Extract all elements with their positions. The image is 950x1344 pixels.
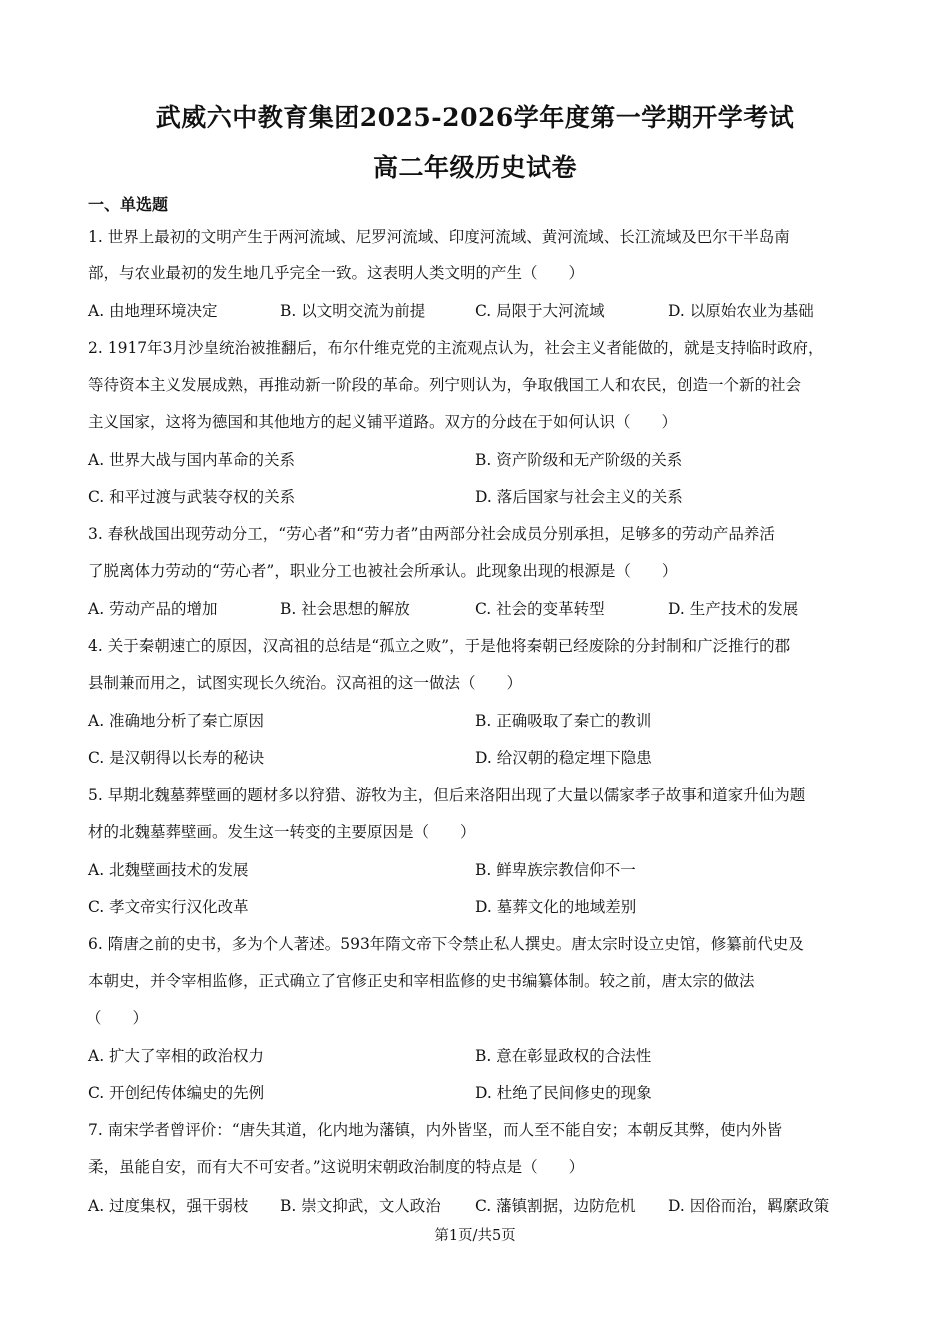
- q7-option-a: A. 过度集权，强干弱枝: [88, 1197, 249, 1215]
- q4-option-a: A. 准确地分析了秦亡原因: [88, 712, 265, 730]
- q1-option-b: B. 以文明交流为前提: [280, 302, 426, 320]
- question-7-line-1: 7. 南宋学者曾评价：“唐失其道，化内地为藩镇，内外皆坚，而人至不能自安；本朝反其弊，使内外皆: [88, 1121, 783, 1139]
- q3-option-b: B. 社会思想的解放: [280, 600, 410, 618]
- q6-option-a: A. 扩大了宰相的政治权力: [88, 1047, 265, 1065]
- question-1-line-1: 1. 世界上最初的文明产生于两河流域、尼罗河流域、印度河流域、黄河流域、长江流域及巴尔干半岛南: [88, 228, 790, 246]
- question-6-line-2: 本朝史，并令宰相监修，正式确立了官修正史和宰相监修的史书编纂体制。较之前，唐太宗的做法: [88, 972, 755, 990]
- q4-option-d: D. 给汉朝的稳定埋下隐患: [475, 749, 652, 767]
- q2-option-a: A. 世界大战与国内革命的关系: [88, 451, 296, 469]
- question-2-line-2: 等待资本主义发展成熟，再推动新一阶段的革命。列宁则认为，争取俄国工人和农民，创造一个新的社会: [88, 376, 802, 394]
- q3-option-a: A. 劳动产品的增加: [88, 600, 218, 618]
- q4-option-b: B. 正确吸取了秦亡的教训: [475, 712, 652, 730]
- q1-option-c: C. 局限于大河流域: [475, 302, 605, 320]
- question-2-line-1: 2. 1917年3月沙皇统治被推翻后，布尔什维克党的主流观点认为，社会主义者能做的，就是支持临时政府，: [88, 339, 824, 357]
- question-2-line-3: 主义国家，这将为德国和其他地方的起义铺平道路。双方的分歧在于如何认识（ ）: [88, 413, 678, 431]
- q2-option-c: C. 和平过渡与武装夺权的关系: [88, 488, 296, 506]
- question-6-line-3: （ ）: [86, 1009, 149, 1027]
- question-3-line-2: 了脱离体力劳动的“劳心者”，职业分工也被社会所承认。此现象出现的根源是（ ）: [88, 562, 678, 580]
- q6-option-b: B. 意在彰显政权的合法性: [475, 1047, 652, 1065]
- q5-option-b: B. 鲜卑族宗教信仰不一: [475, 861, 636, 879]
- question-5-line-2: 材的北魏墓葬壁画。发生这一转变的主要原因是（ ）: [88, 823, 476, 841]
- q7-option-b: B. 崇文抑武，文人政治: [280, 1197, 441, 1215]
- q4-option-c: C. 是汉朝得以长寿的秘诀: [88, 749, 265, 767]
- q3-option-c: C. 社会的变革转型: [475, 600, 605, 618]
- exam-title: 武威六中教育集团2025-2026学年度第一学期开学考试: [155, 103, 795, 132]
- q7-option-c: C. 藩镇割据，边防危机: [475, 1197, 636, 1215]
- question-3-line-1: 3. 春秋战国出现劳动分工，“劳心者”和“劳力者”由两部分社会成员分别承担，足够多的劳动产品养活: [88, 525, 775, 543]
- page-number: 第1页/共5页: [434, 1228, 516, 1244]
- q5-option-d: D. 墓葬文化的地域差别: [475, 898, 637, 916]
- q5-option-a: A. 北魏壁画技术的发展: [88, 861, 249, 879]
- section-heading: 一、单选题: [88, 195, 169, 214]
- q2-option-b: B. 资产阶级和无产阶级的关系: [475, 451, 683, 469]
- q2-option-d: D. 落后国家与社会主义的关系: [475, 488, 683, 506]
- q6-option-c: C. 开创纪传体编史的先例: [88, 1084, 265, 1102]
- question-7-line-2: 柔，虽能自安，而有大不可安者。”这说明宋朝政治制度的特点是（ ）: [88, 1158, 585, 1176]
- exam-subtitle: 高二年级历史试卷: [372, 153, 577, 182]
- q6-option-d: D. 杜绝了民间修史的现象: [475, 1084, 652, 1102]
- q1-option-a: A. 由地理环境决定: [88, 302, 218, 320]
- question-1-line-2: 部，与农业最初的发生地几乎完全一致。这表明人类文明的产生（ ）: [88, 264, 585, 282]
- q5-option-c: C. 孝文帝实行汉化改革: [88, 898, 249, 916]
- q7-option-d: D. 因俗而治，羁縻政策: [668, 1197, 830, 1215]
- question-4-line-2: 县制兼而用之，试图实现长久统治。汉高祖的这一做法（ ）: [88, 674, 523, 692]
- q1-option-d: D. 以原始农业为基础: [668, 302, 814, 320]
- q3-option-d: D. 生产技术的发展: [668, 600, 799, 618]
- question-4-line-1: 4. 关于秦朝速亡的原因，汉高祖的总结是“孤立之败”，于是他将秦朝已经废除的分封制和广泛推行的郡: [88, 637, 791, 655]
- question-6-line-1: 6. 隋唐之前的史书，多为个人著述。593年隋文帝下令禁止私人撰史。唐太宗时设立史馆，修纂前代史及: [88, 935, 804, 953]
- question-5-line-1: 5. 早期北魏墓葬壁画的题材多以狩猎、游牧为主，但后来洛阳出现了大量以儒家孝子故事和道家升仙为题: [88, 786, 806, 804]
